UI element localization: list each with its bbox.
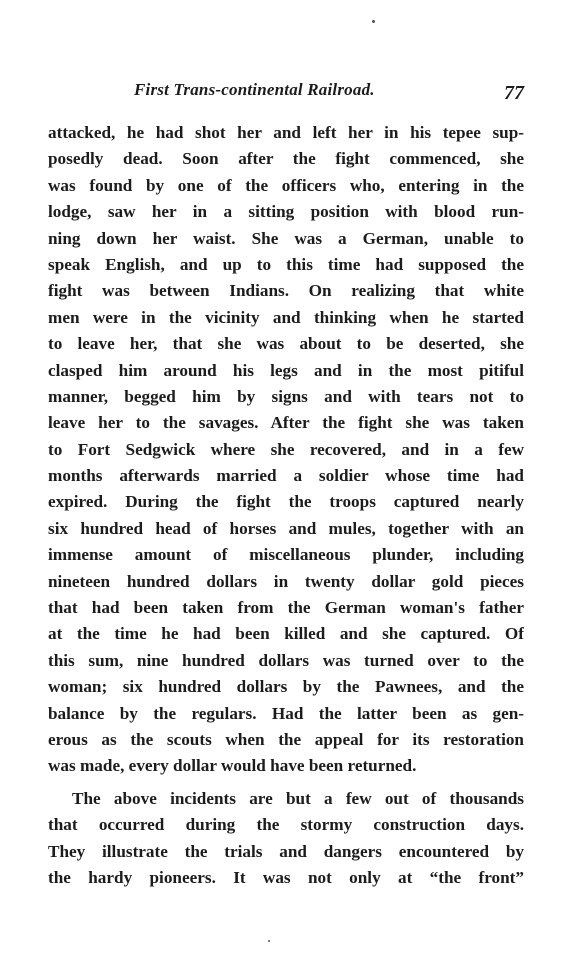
page-number: 77: [504, 82, 524, 104]
text-line: was found by one of the officers who, entering in the: [48, 175, 524, 195]
text-line: the hardy pioneers. It was not only at “the front”: [48, 867, 524, 887]
paper-speck: [268, 940, 270, 942]
text-line: that had been taken from the German woman's father: [48, 598, 524, 618]
text-line: speak English, and up to this time had supposed the: [48, 254, 524, 274]
text-line: erous as the scouts when the appeal for its restoration: [48, 729, 524, 749]
text-line: to leave her, that she was about to be deserted, she: [48, 334, 524, 354]
text-line: fight was between Indians. On realizing that white: [48, 281, 524, 301]
text-line: leave her to the savages. After the fight she was taken: [48, 413, 524, 433]
text-line: nineteen hundred dollars in twenty dollar gold pieces: [48, 571, 524, 591]
text-line: posedly dead. Soon after the fight commenced, she: [48, 149, 524, 169]
text-line: The above incidents are but a few out of thousands: [72, 788, 524, 808]
text-line: lodge, saw her in a sitting position with blood run-: [48, 202, 524, 222]
text-line: attacked, he had shot her and left her in his tepee sup-: [48, 123, 524, 142]
text-line: was made, every dollar would have been returned.: [48, 756, 417, 776]
text-line: balance by the regulars. Had the latter been as gen-: [48, 703, 524, 723]
paragraph-2: [48, 786, 524, 892]
text-line: months afterwards married a soldier whose time had: [48, 466, 524, 486]
text-line: this sum, nine hundred dollars was turned over to the: [48, 650, 524, 670]
text-line: clasped him around his legs and in the most pitiful: [48, 360, 524, 380]
running-title: First Trans-continental Railroad.: [134, 80, 375, 99]
running-head: [48, 76, 524, 112]
text-line: at the time he had been killed and she captured. Of: [48, 624, 524, 644]
text-line: manner, begged him by signs and with tears not to: [48, 386, 524, 406]
text-line: They illustrate the trials and dangers encountered by: [48, 841, 524, 861]
paragraph-1: [48, 120, 524, 780]
text-line: expired. During the fight the troops captured nearly: [48, 492, 524, 512]
text-line: ning down her waist. She was a German, unable to: [48, 228, 524, 248]
body-text: [48, 120, 524, 891]
text-line: men were in the vicinity and thinking when he started: [48, 307, 524, 327]
text-line: six hundred head of horses and mules, together with an: [48, 518, 524, 538]
paper-speck: [372, 20, 375, 23]
text-line: to Fort Sedgwick where she recovered, and in a few: [48, 439, 524, 459]
text-line: immense amount of miscellaneous plunder, including: [48, 545, 524, 565]
text-line: that occurred during the stormy construction days.: [48, 815, 524, 835]
text-line: woman; six hundred dollars by the Pawnees, and the: [48, 677, 524, 697]
